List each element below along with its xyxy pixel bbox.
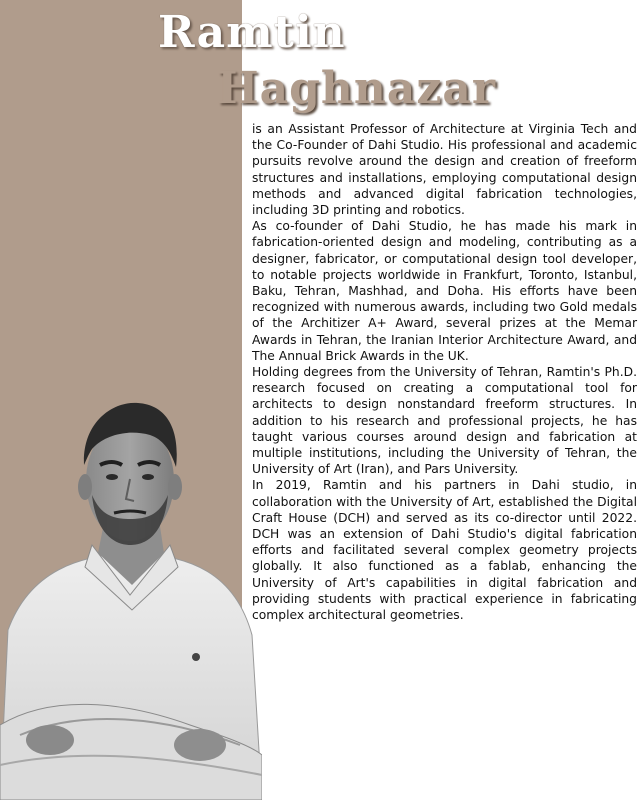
name-first: Ramtin [158,7,346,58]
bio-text [252,121,637,623]
bio-paragraph: Holding degrees from the University of Tehran, Ramtin's Ph.D. research focused on creating a computational tool for architects to design nonstandard freeform structures. In addition to his research and professional projects, he has taught various courses around design and fabrication at multiple institutions, including the University of Tehran, the University of Art (Iran), and Pars University. [252,365,637,477]
bio-paragraph: In 2019, Ramtin and his partners in Dahi studio, in collaboration with the University of Art, established the Digital Craft House (DCH) and served as its co-director until 2022. DCH was an extension of Dahi Studio's digital fabrication efforts and facilitated several complex geometry projects globally. It also functioned as a fablab, enhancing the University of Art's capabilities in digital fabrication and providing students with practical experience in fabricating complex architectural geometries. [252,478,637,623]
bio-paragraph: As co-founder of Dahi Studio, he has made his mark in fabrication-oriented design and modeling, contributing as a designer, fabricator, or computational design tool developer, to notable projects worldwide in Frankfurt, Toronto, Istanbul, Baku, Tehran, Mashhad, and Doha. His efforts have been recognized with numerous awards, including two Gold medals of the Architizer A+ Award, several prizes at the Memar Awards in Tehran, the Iranian Interior Architecture Award, and The Annual Brick Awards in the UK. [252,219,637,363]
name-last: Haghnazar [217,63,497,114]
bio-paragraph: is an Assistant Professor of Architecture at Virginia Tech and the Co-Founder of Dahi Studio. His professional and academic pursuits revolve around the design and creation of freeform structures and installations, employing computational design methods and advanced digital fabrication technologies, including 3D printing and robotics. [252,122,637,218]
portrait-photo [0,395,262,800]
